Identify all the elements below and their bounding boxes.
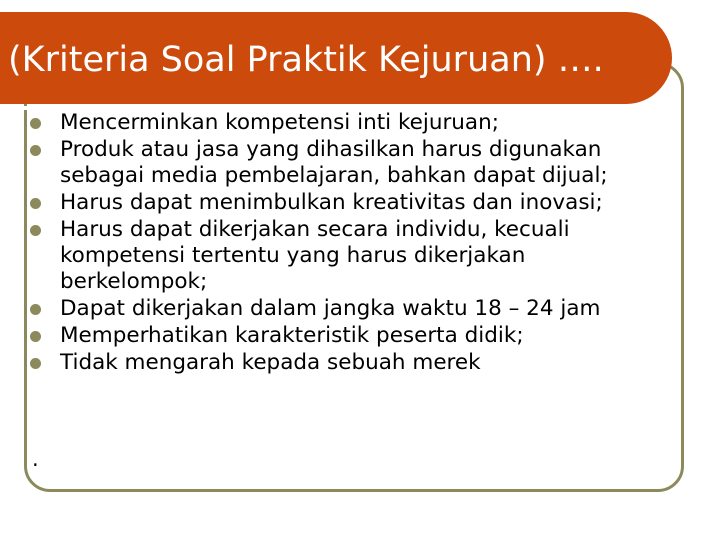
- bullet-item: [30, 110, 676, 136]
- bullet-dot-icon: [30, 304, 41, 315]
- bullet-text: Produk atau jasa yang dihasilkan harus digunakan sebagai media pembelajaran, bahkan dapat dijual;: [60, 137, 608, 188]
- bullet-dot-icon: [30, 358, 41, 369]
- bullet-item: [30, 323, 676, 349]
- bullet-text: Memperhatikan karakteristik peserta didik;: [60, 323, 524, 348]
- bullet-item: [30, 296, 676, 322]
- bullet-list: [30, 110, 676, 377]
- bullet-text: Harus dapat dikerjakan secara individu, kecuali kompetensi tertentu yang harus dikerjakan berkelompok;: [60, 217, 570, 294]
- bullet-item: [30, 350, 676, 376]
- bullet-dot-icon: [30, 118, 41, 129]
- title-bar: [0, 12, 672, 104]
- bullet-dot-icon: [30, 225, 41, 236]
- bullet-dot-icon: [30, 331, 41, 342]
- bullet-text: Harus dapat menimbulkan kreativitas dan inovasi;: [60, 190, 603, 215]
- bullet-text: Mencerminkan kompetensi inti kejuruan;: [60, 110, 499, 135]
- bullet-item: [30, 190, 676, 216]
- bullet-dot-icon: [30, 198, 41, 209]
- trailing-period: .: [32, 447, 39, 471]
- bullet-dot-icon: [30, 145, 41, 156]
- bullet-text: Dapat dikerjakan dalam jangka waktu 18 – 24 jam: [60, 296, 601, 321]
- bullet-text: Tidak mengarah kepada sebuah merek: [60, 350, 481, 375]
- slide-title: (Kriteria Soal Praktik Kejuruan) ….: [8, 40, 604, 80]
- bullet-item: [30, 137, 676, 189]
- bullet-item: [30, 217, 676, 295]
